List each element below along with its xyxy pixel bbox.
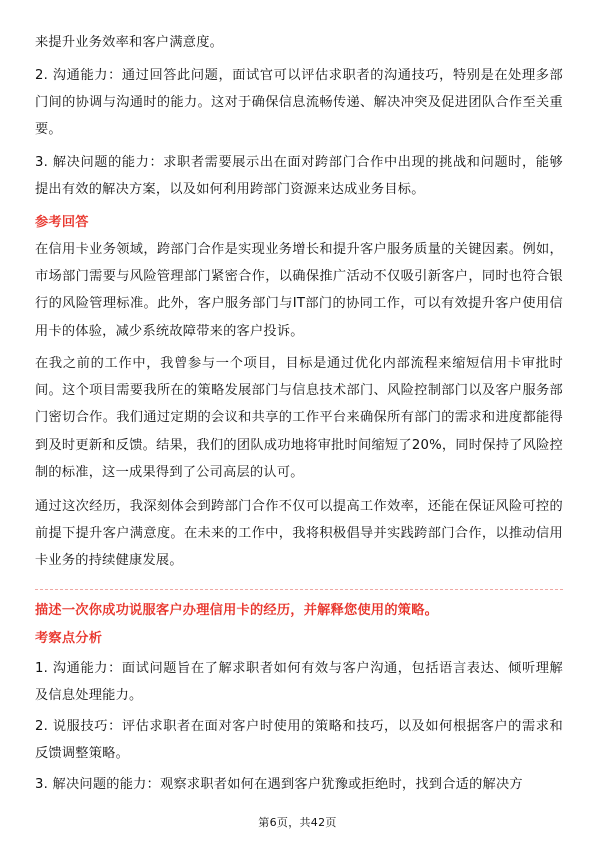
point-communication: 2. 沟通能力：通过回答此问题，面试官可以评估求职者的沟通技巧，特别是在处理多部门间的协调与沟通时的能力。这对于确保信息流畅传递、解决冲突及促进团队合作至关重要。 xyxy=(35,68,563,138)
analysis-point-2: 2. 说服技巧：评估求职者在面对客户时使用的策略和技巧，以及如何根据客户的需求和反馈调整策略。 xyxy=(35,719,563,762)
section-divider xyxy=(35,589,563,590)
reference-answer-title: 参考回答 xyxy=(35,215,89,230)
analysis-point-3: 3. 解决问题的能力：观察求职者如何在遇到客户犹豫或拒绝时，找到合适的解决方 xyxy=(35,777,523,792)
reference-paragraph-3: 通过这次经历，我深刻体会到跨部门合作不仅可以提高工作效率，还能在保证风险可控的前提下提升客户满意度。在未来的工作中，我将积极倡导并实践跨部门合作，以推动信用卡业务的持续健康发展。 xyxy=(35,499,563,569)
reference-paragraph-2: 在我之前的工作中，我曾参与一个项目，目标是通过优化内部流程来缩短信用卡审批时间。这个项目需要我所在的策略发展部门与信息技术部门、风险控制部门以及客户服务部门密切合作。我们通过定期的会议和共享的工作平台来确保所有部门的需求和进度都能得到及时更新和反馈。结果，我们的团队成功地将审批时间缩短了20%，同时保持了风险控制的标准，这一成果得到了公司高层的认可。 xyxy=(35,356,563,480)
analysis-point-1: 1. 沟通能力：面试问题旨在了解求职者如何有效与客户沟通，包括语言表达、倾听理解及信息处理能力。 xyxy=(35,661,563,704)
page-number: 第6页，共42页 xyxy=(258,816,337,829)
analysis-title: 考察点分析 xyxy=(35,631,103,646)
continuation-text: 来提升业务效率和客户满意度。 xyxy=(35,35,224,50)
question-heading: 描述一次你成功说服客户办理信用卡的经历，并解释您使用的策略。 xyxy=(35,603,439,618)
point-problem-solving: 3. 解决问题的能力：求职者需要展示出在面对跨部门合作中出现的挑战和问题时，能够提出有效的解决方案，以及如何利用跨部门资源来达成业务目标。 xyxy=(35,155,563,198)
reference-paragraph-1: 在信用卡业务领域，跨部门合作是实现业务增长和提升客户服务质量的关键因素。例如，市场部门需要与风险管理部门紧密合作，以确保推广活动不仅吸引新客户，同时也符合银行的风险管理标准。此外，客户服务部门与IT部门的协同工作，可以有效提升客户使用信用卡的体验，减少系统故障带来的客户投诉。 xyxy=(35,242,563,339)
